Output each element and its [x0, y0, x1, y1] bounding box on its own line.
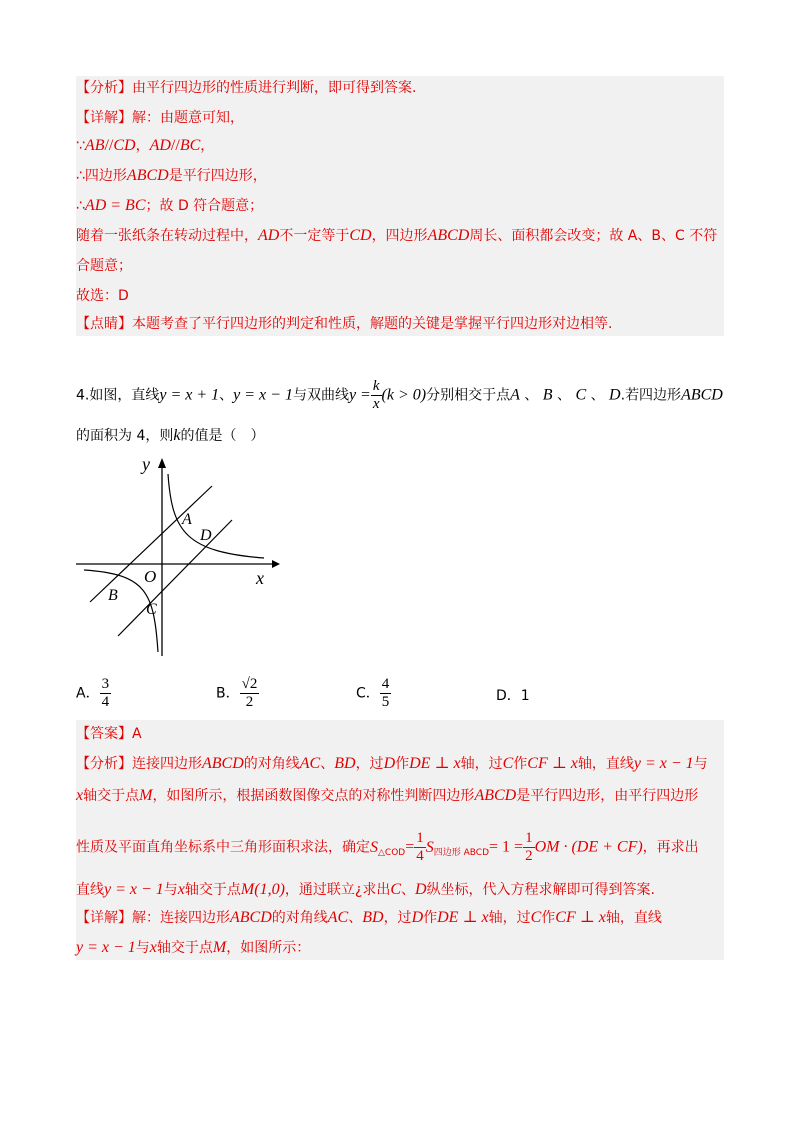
answer-tag: 【答案】 [76, 726, 132, 742]
analysis2-tag: 【分析】 [76, 756, 132, 772]
option-d[interactable]: D．1 [496, 688, 530, 704]
analysis2-line-3: 性质及平面直角坐标系中三角形面积求法，确定$S_{\triangle COD}=$ $\frac{1}{4}$ $S_{四边形 ABCD}= 1$ = $\frac{1}{2}$ OM · (DE + CF)，再求出 [76, 830, 699, 864]
equal-sides-line: ∴AD = BC；故 D 符合题意； [76, 197, 264, 214]
label-point-d: D [200, 527, 212, 544]
comment-line: 【点睛】本题考查了平行四边形的判定和性质，解题的关键是掌握平行四边形对边相等. [76, 316, 613, 332]
choice-line: 故选：D [76, 288, 129, 304]
detail2-tag: 【详解】 [76, 910, 132, 926]
y-axis-arrow [158, 458, 166, 468]
option-a[interactable]: A． $\frac{3}{4}$ [76, 676, 110, 710]
hyperbola-fraction: $\frac{k}{x}$ [372, 378, 380, 412]
option-b[interactable]: B． $\frac{√2}{2}$ [216, 676, 258, 710]
parallel-condition-line: ∵AB//CD，AD//BC， [76, 137, 215, 154]
label-point-c: C [146, 601, 157, 618]
coordinate-graph [76, 452, 286, 662]
option-c[interactable]: C． $\frac{4}{5}$ [356, 676, 390, 710]
label-point-a: A [182, 511, 192, 528]
label-x: x [256, 568, 264, 588]
analysis2-line-2: x轴交于点M，如图所示，根据函数图像交点的对称性判断四边形ABCD是平行四边形，由平行四边形 [76, 787, 699, 804]
answer-line [76, 724, 142, 744]
question-line-1: 4.如图，直线y = x + 1、y = x − 1与双曲线y = $\frac{k}{x}$ (k > 0)分别相交于点A 、 B 、 C 、 D.若四边形ABCD [76, 378, 723, 412]
x-axis-arrow [272, 560, 280, 568]
detail2-line-1: 【详解】解：连接四边形ABCD的对角线AC、BD，过D作DE ⊥ x轴，过C作CF ⊥ x轴，直线 [76, 909, 662, 926]
question-number: 4. [76, 387, 90, 404]
detail-tag: 【详解】 [76, 110, 132, 126]
label-y: y [142, 454, 150, 474]
rotation-remark-line: 随着一张纸条在转动过程中，AD不一定等于CD，四边形ABCD周长、面积都会改变；故 A、B、C 不符 [76, 227, 718, 244]
comment-tag: 【点睛】 [76, 316, 132, 332]
label-origin: O [144, 567, 157, 586]
detail-line: 【详解】解：由题意可知， [76, 110, 244, 126]
analysis2-line-4: 直线y = x − 1与x轴交于点M(1,0)，通过联立¿求出C、D纵坐标，代入方程求解即可得到答案. [76, 881, 656, 898]
analysis-line: 【分析】由平行四边形的性质进行判断，即可得到答案. [76, 80, 417, 96]
line-y-x-minus-1 [118, 520, 232, 636]
question-line-2: 的面积为 4，则k的值是（ ） [76, 427, 265, 444]
analysis-tag: 【分析】 [76, 80, 132, 96]
label-point-b: B [108, 587, 118, 604]
parallelogram-conclusion-line: ∴四边形ABCD是平行四边形， [76, 167, 267, 184]
answer-value: A [132, 726, 142, 742]
rotation-remark-cont: 合题意； [76, 258, 132, 274]
detail2-line-2: y = x − 1与x轴交于点M，如图所示： [76, 939, 311, 956]
analysis2-line-1: 【分析】连接四边形ABCD的对角线AC、BD，过D作DE ⊥ x轴，过C作CF ⊥ x轴，直线y = x − 1与 [76, 755, 708, 772]
